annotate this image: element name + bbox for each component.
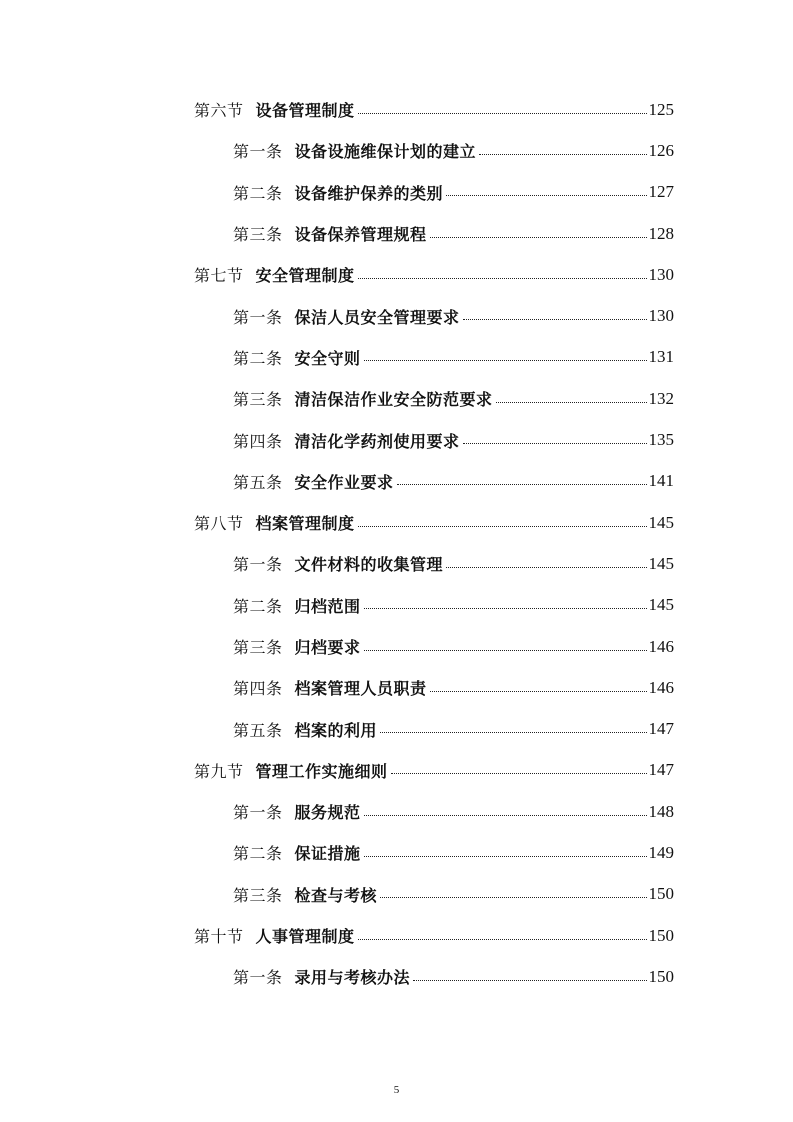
toc-article-entry[interactable] [0, 956, 793, 997]
toc-dot-leader [364, 855, 647, 857]
toc-entry-page-number: 145 [648, 553, 674, 573]
toc-entry-number: 第一条 [233, 555, 283, 575]
toc-article-entry[interactable] [0, 295, 793, 336]
toc-article-entry[interactable] [0, 337, 793, 378]
toc-entry-number: 第二条 [233, 348, 283, 368]
toc-article-entry[interactable] [0, 419, 793, 460]
toc-entry-page-number: 132 [648, 388, 674, 408]
toc-entry-title: 服务规范 [294, 803, 361, 823]
toc-entry-number: 第二条 [233, 183, 283, 203]
toc-entry-page-number: 128 [648, 223, 674, 243]
toc-entry-title: 归档要求 [294, 638, 361, 657]
toc-article-entry[interactable] [0, 461, 793, 502]
toc-article-entry[interactable] [0, 791, 793, 832]
toc-entry-title: 文件材料的收集管理 [294, 555, 444, 575]
toc-entry-number: 第八节 [194, 514, 244, 534]
toc-section-entry[interactable] [0, 750, 793, 791]
toc-section-entry[interactable] [0, 502, 793, 543]
toc-dot-leader [364, 649, 647, 651]
toc-entry-page-number: 147 [648, 719, 674, 739]
toc-entry-number: 第二条 [233, 596, 283, 616]
toc-entry-title: 归档范围 [294, 596, 361, 616]
toc-entry-page-number: 127 [648, 182, 674, 202]
toc-article-entry[interactable] [0, 543, 793, 584]
toc-entry-number: 第一条 [233, 803, 283, 823]
toc-entry-number: 第三条 [233, 225, 283, 245]
toc-entry-title: 安全作业要求 [294, 472, 394, 492]
toc-entry-title: 设备管理制度 [255, 101, 355, 121]
toc-entry-number: 第三条 [233, 638, 283, 657]
toc-entry-number: 第四条 [233, 431, 283, 451]
toc-entry-title: 设备保养管理规程 [294, 225, 427, 245]
toc-entry-title: 档案管理人员职责 [294, 679, 427, 699]
toc-entry-number: 第六节 [194, 101, 244, 121]
toc-section-entry[interactable] [0, 915, 793, 956]
toc-entry-page-number: 146 [648, 636, 674, 656]
toc-article-entry[interactable] [0, 172, 793, 213]
page-number: 5 [393, 1084, 400, 1096]
toc-entry-page-number: 141 [648, 471, 674, 491]
toc-dot-leader [358, 112, 647, 114]
toc-dot-leader [380, 731, 646, 733]
toc-entry-page-number: 145 [648, 512, 674, 532]
toc-entry-page-number: 131 [648, 347, 674, 367]
toc-entry-page-number: 135 [648, 430, 674, 450]
toc-entry-page-number: 130 [648, 306, 674, 326]
toc-entry-title: 录用与考核办法 [294, 968, 411, 988]
toc-entry-page-number: 150 [648, 884, 674, 904]
toc-entry-number: 第五条 [233, 472, 283, 492]
toc-article-entry[interactable] [0, 378, 793, 419]
toc-article-entry[interactable] [0, 626, 793, 667]
toc-entry-page-number: 150 [648, 925, 674, 945]
toc-entry-title: 人事管理制度 [255, 927, 355, 947]
toc-entry-page-number: 149 [648, 842, 674, 862]
toc-dot-leader [364, 607, 647, 609]
toc-entry-number: 第四条 [233, 679, 283, 699]
toc-dot-leader [358, 277, 647, 279]
toc-article-entry[interactable] [0, 708, 793, 749]
toc-article-entry[interactable] [0, 130, 793, 171]
toc-dot-leader [479, 153, 646, 155]
toc-entry-number: 第七节 [194, 266, 244, 286]
toc-entry-page-number: 145 [648, 595, 674, 615]
toc-entry-page-number: 125 [648, 99, 674, 119]
toc-entry-page-number: 150 [648, 966, 674, 986]
toc-article-entry[interactable] [0, 667, 793, 708]
toc-entry-title: 清洁化学药剂使用要求 [294, 431, 460, 451]
toc-dot-leader [364, 814, 647, 816]
toc-entry-title: 设备维护保养的类别 [294, 183, 444, 203]
toc-entry-page-number: 146 [648, 677, 674, 697]
toc-article-entry[interactable] [0, 585, 793, 626]
toc-entry-title: 安全管理制度 [255, 266, 355, 286]
toc-dot-leader [413, 979, 646, 981]
toc-entry-number: 第一条 [233, 968, 283, 988]
toc-dot-leader [364, 359, 647, 361]
toc-dot-leader [430, 690, 647, 692]
toc-entry-title: 设备设施维保计划的建立 [294, 142, 477, 162]
toc-dot-leader [430, 236, 647, 238]
toc-entry-page-number: 126 [648, 140, 674, 160]
toc-entry-number: 第三条 [233, 885, 283, 905]
toc-section-entry[interactable] [0, 254, 793, 295]
toc-entry-title: 档案的利用 [294, 720, 378, 740]
toc-section-entry[interactable] [0, 89, 793, 130]
toc-entry-title: 清洁保洁作业安全防范要求 [294, 390, 493, 410]
toc-entry-number: 第一条 [233, 142, 283, 162]
table-of-contents [0, 89, 793, 998]
toc-entry-number: 第十节 [194, 927, 244, 947]
toc-entry-page-number: 147 [648, 760, 674, 780]
toc-dot-leader [463, 442, 647, 444]
toc-entry-title: 保洁人员安全管理要求 [294, 307, 460, 327]
toc-dot-leader [358, 525, 647, 527]
toc-entry-title: 管理工作实施细则 [255, 761, 388, 781]
toc-dot-leader [358, 938, 647, 940]
toc-dot-leader [446, 194, 646, 196]
toc-entry-number: 第五条 [233, 720, 283, 740]
toc-entry-number: 第二条 [233, 844, 283, 864]
toc-entry-number: 第九节 [194, 761, 244, 781]
toc-dot-leader [463, 318, 647, 320]
toc-entry-title: 档案管理制度 [255, 514, 355, 534]
toc-entry-page-number: 130 [648, 264, 674, 284]
toc-entry-title: 检查与考核 [294, 885, 378, 905]
toc-entry-page-number: 148 [648, 801, 674, 821]
toc-article-entry[interactable] [0, 832, 793, 873]
toc-entry-number: 第一条 [233, 307, 283, 327]
toc-dot-leader [446, 566, 646, 568]
toc-dot-leader [397, 483, 647, 485]
toc-entry-number: 第三条 [233, 390, 283, 410]
toc-dot-leader [380, 896, 646, 898]
toc-article-entry[interactable] [0, 213, 793, 254]
toc-entry-title: 保证措施 [294, 844, 361, 864]
toc-dot-leader [391, 772, 647, 774]
toc-entry-title: 安全守则 [294, 348, 361, 368]
toc-article-entry[interactable] [0, 874, 793, 915]
toc-dot-leader [496, 401, 647, 403]
